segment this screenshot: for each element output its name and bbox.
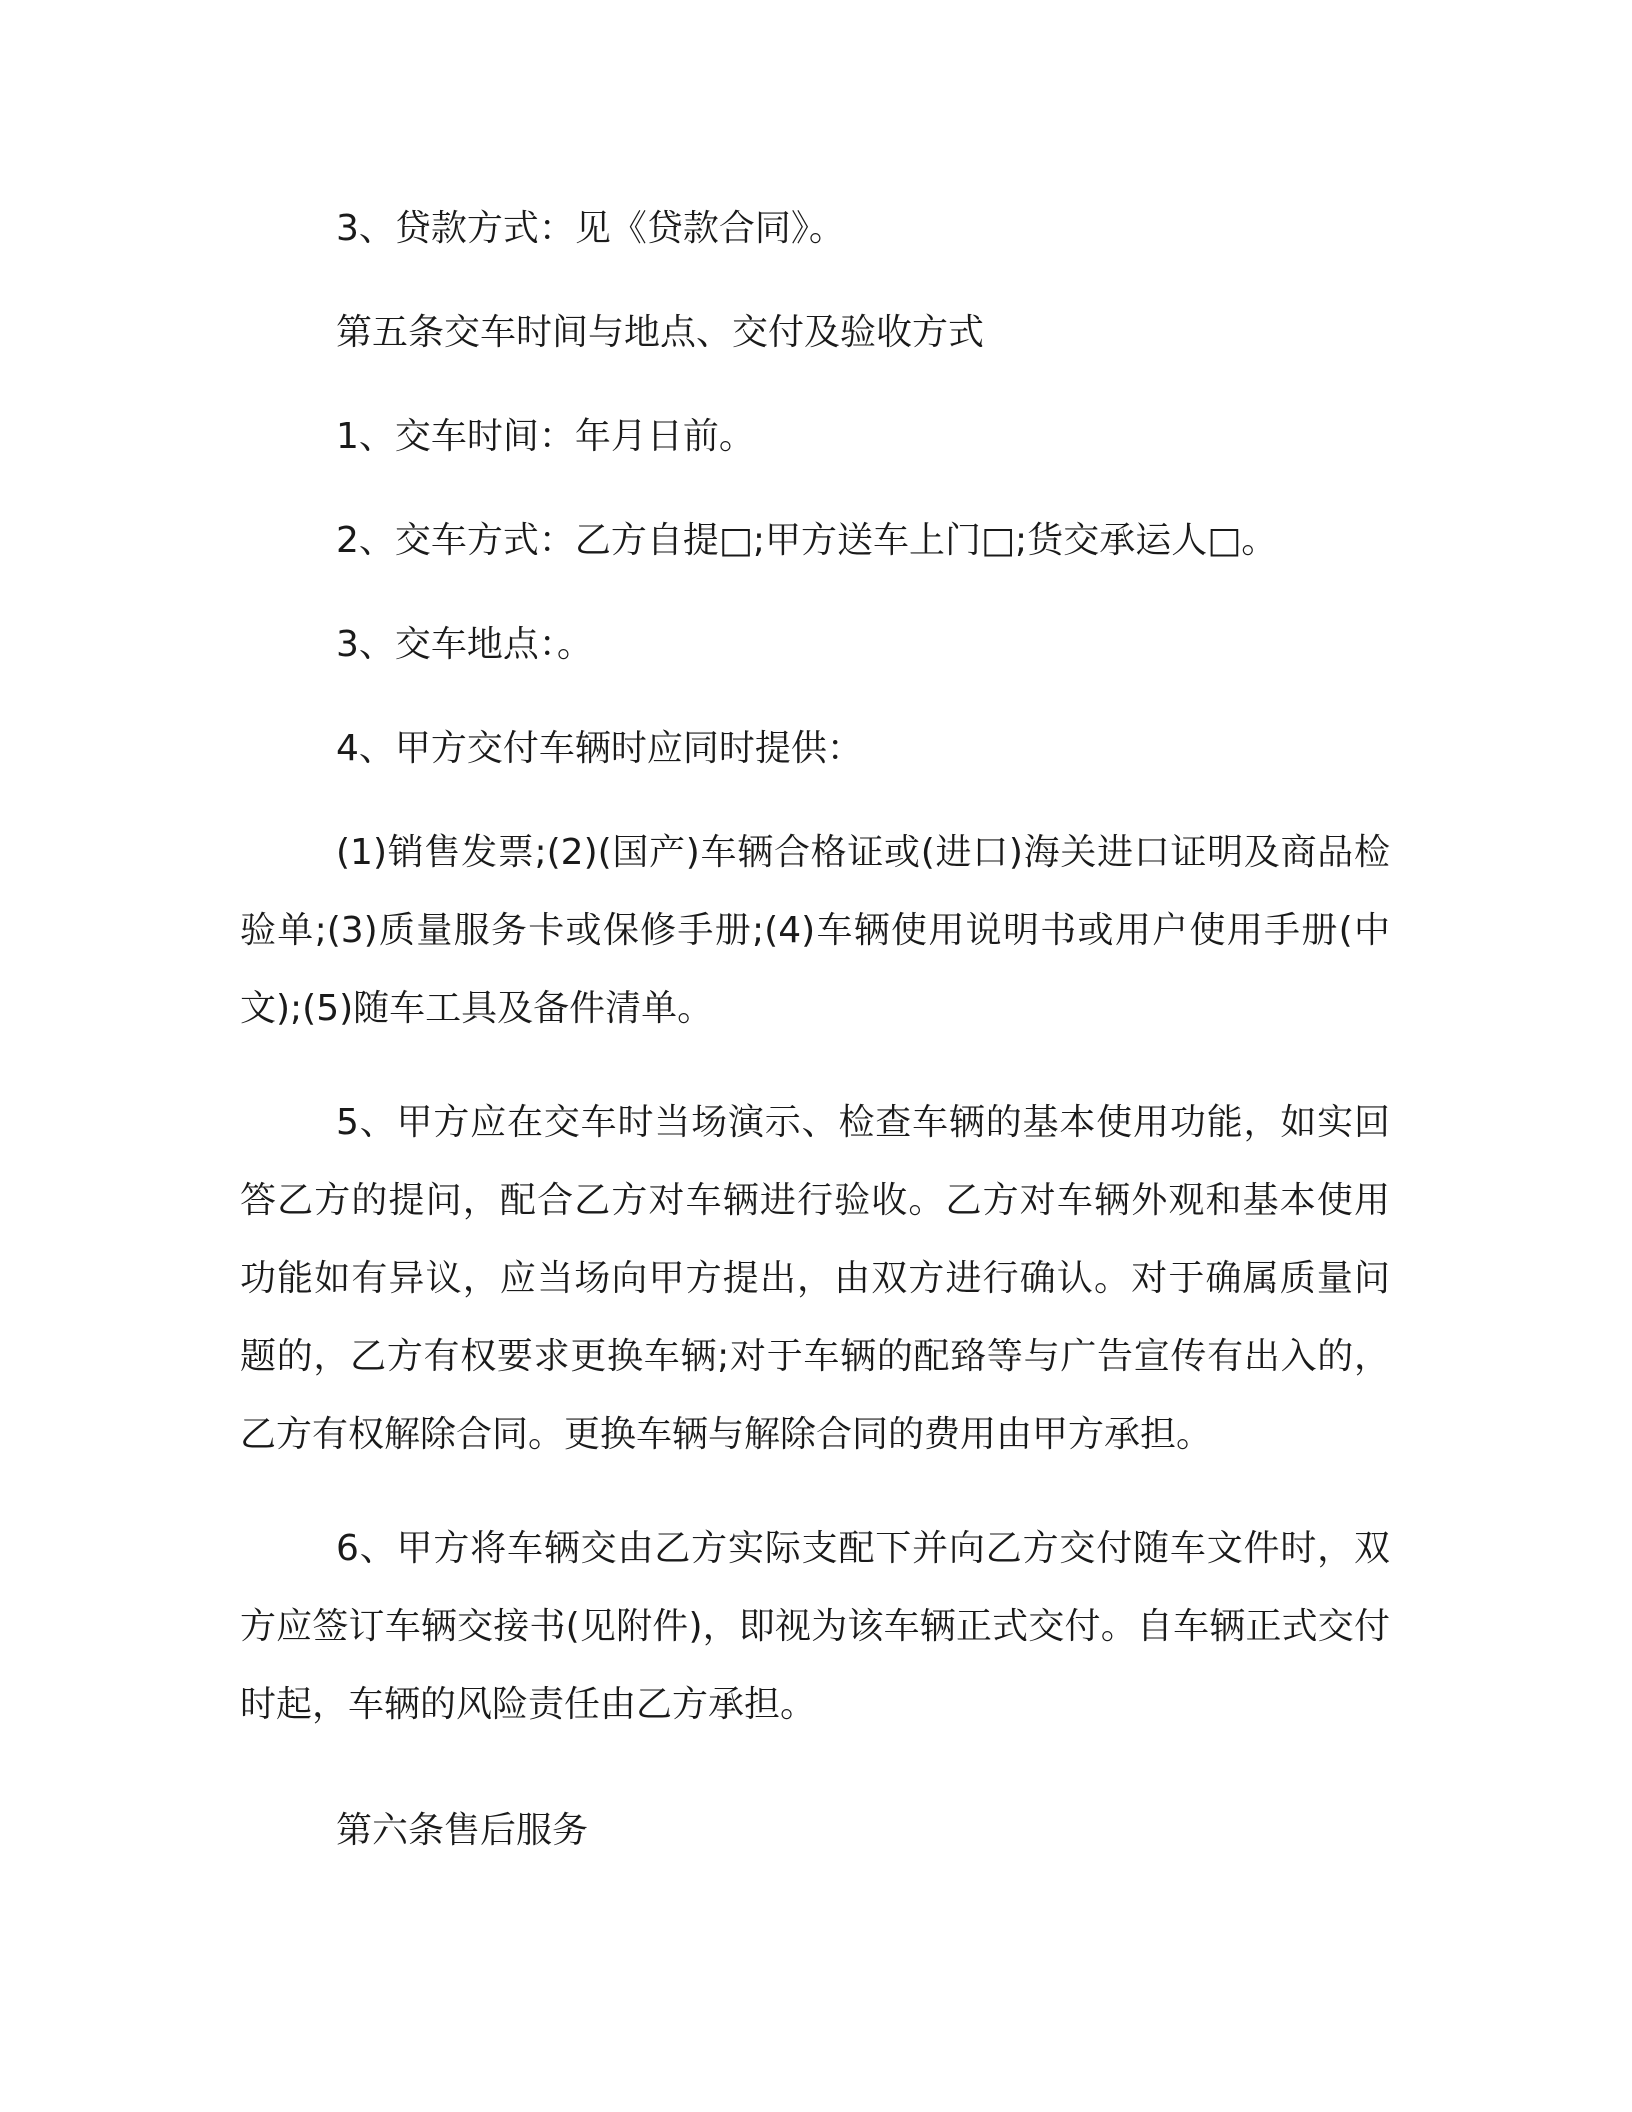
paragraph-delivery-location: 3、交车地点：。	[336, 624, 593, 665]
heading-article-6: 第六条售后服务	[336, 1810, 589, 1851]
paragraph-inspection: 5、甲方应在交车时当场演示、检查车辆的基本使用功能，如实回答乙方的提问，配合乙方对车辆进行验收。乙方对车辆外观和基本使用功能如有异议，应当场向甲方提出，由双方进行确认。对于确属质量问题的，乙方有权要求更换车辆;对于车辆的配臵等与广告宣传有出入的，乙方有权解除合同。更换车辆与解除合同的费用由甲方承担。	[240, 1102, 1390, 1455]
paragraph-handover: 6、甲方将车辆交由乙方实际支配下并向乙方交付随车文件时，双方应签订车辆交接书(见附件)，即视为该车辆正式交付。自车辆正式交付时起，车辆的风险责任由乙方承担。	[240, 1528, 1390, 1725]
paragraph-documents-required: 4、甲方交付车辆时应同时提供：	[336, 728, 863, 769]
paragraph-delivery-method: 2、交车方式：乙方自提□;甲方送车上门□;货交承运人□。	[336, 520, 1278, 561]
paragraph-delivery-time: 1、交车时间：年月日前。	[336, 416, 755, 457]
paragraph-documents-list: (1)销售发票;(2)(国产)车辆合格证或(进口)海关进口证明及商品检验单;(3)质量服务卡或保修手册;(4)车辆使用说明书或用户使用手册(中文);(5)随车工具及备件清单。	[240, 832, 1390, 1029]
heading-article-5: 第五条交车时间与地点、交付及验收方式	[336, 312, 985, 353]
paragraph-loan-method: 3、贷款方式：见《贷款合同》。	[336, 208, 845, 249]
document-body	[240, 190, 1390, 1870]
